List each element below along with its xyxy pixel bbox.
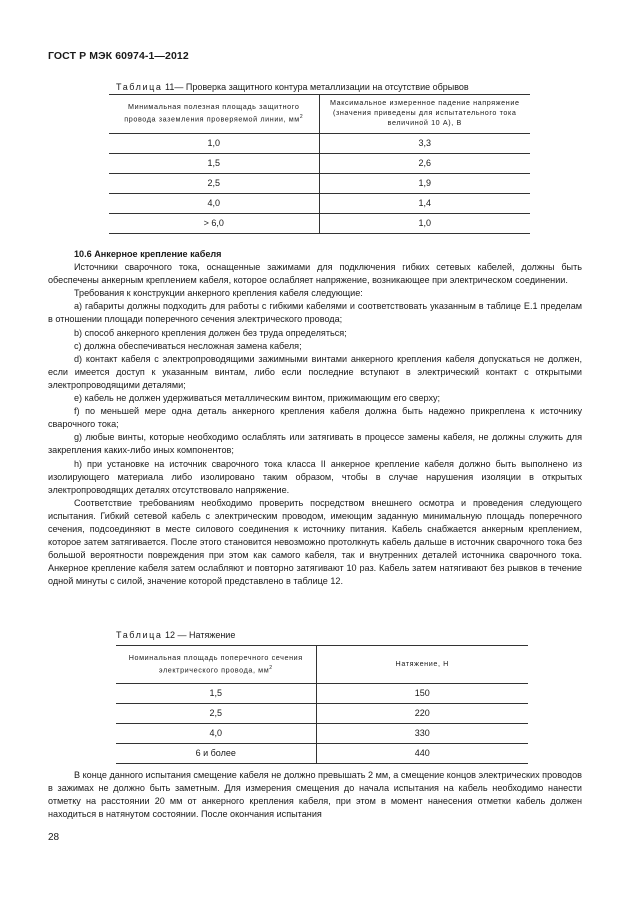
table-12-caption-text: 12 — Натяжение bbox=[162, 630, 236, 640]
table-11-header-area bbox=[109, 95, 319, 134]
table-cell: 1,0 bbox=[109, 133, 319, 153]
table-12-caption bbox=[116, 630, 235, 640]
table-11-header-area-text: Минимальная полезная площадь защитного провода заземления проверяемой линии, мм bbox=[124, 101, 300, 124]
paragraph: В конце данного испытания смещение кабеля не должно превышать 2 мм, а смещение концов электрических проводов в зажимах не должно быть заметным. Для измерения смещения до начала испытания на кабель необходимо нанести отметку на расстоянии 20 мм от анкерного крепления кабеля, при этом в момент нанесения отметки кабель должен находиться в натянутом состоянии. После окончания испытания bbox=[48, 770, 582, 820]
table-12-header-force: Натяжение, Н bbox=[316, 646, 528, 684]
table-cell: 2,5 bbox=[109, 173, 319, 193]
table-row bbox=[116, 684, 528, 704]
paragraph: Требования к конструкции анкерного крепления кабеля следующие: bbox=[74, 288, 363, 299]
table-11-header-area-sup: 2 bbox=[299, 114, 304, 121]
table-row bbox=[116, 744, 528, 764]
table-cell: 3,3 bbox=[319, 133, 530, 153]
table-cell: 330 bbox=[316, 724, 528, 744]
table-cell: 1,9 bbox=[319, 173, 530, 193]
list-item-d: d) контакт кабеля с электропроводящими зажимными винтами анкерного крепления кабеля допускаться не должен, если имеется доступ к указанным винтам, либо если последние вступают в электрический контакт с открытыми электропроводящими деталями; bbox=[48, 353, 582, 390]
table-11-caption-word: Таблица bbox=[116, 82, 163, 92]
paragraph: Соответствие требованиям необходимо проверить посредством внешнего осмотра и проведения следующего испытания. Гибкий сетевой кабель с электрическим проводом, имеющим заданную минимальную площадь поперечного сечения, подсоединяют в месте силового соединения к источнику питания. Кабель снабжается анкерным креплением, которое затем затягивается. После этого становится невозможно протолкнуть кабель дальше в источник сварочного тока без большой вероятности повреждения при этом как самого кабеля, так и внутренних деталей источника сварочного тока. Анкерное крепление кабеля затем ослабляют и повторно затягивают 10 раз. Кабель затем натягивают без рывков в течение одной минуты с силой, значение которой представлено в таблице 12. bbox=[48, 497, 582, 587]
table-cell: 1,5 bbox=[109, 153, 319, 173]
table-12-header-area-sup: 2 bbox=[269, 664, 273, 671]
table-cell: 440 bbox=[316, 744, 528, 764]
table-cell: 1,0 bbox=[319, 213, 530, 233]
list-item-h: h) при установке на источник сварочного тока класса II анкерное крепление кабеля должно быть выполнено из изолирующего материала либо изолировано таким образом, чтобы в случае нарушения изоляции в открытых электропроводящих деталях отсутствовало напряжение. bbox=[48, 458, 582, 495]
list-item-a: а) габариты должны подходить для работы с гибкими кабелями и соответствовать указанным в таблице Е.1 пределам в отношении площади поперечного сечения электрического провода; bbox=[48, 301, 582, 325]
table-cell: 6 и более bbox=[116, 744, 316, 764]
closing-paragraph-block bbox=[48, 769, 582, 821]
table-12-header-area-text: Номинальная площадь поперечного сечения электрического провода, мм bbox=[128, 652, 303, 675]
list-item-e: e) кабель не должен удерживаться металлическим винтом, прижимающим его сверху; bbox=[74, 393, 441, 404]
list-item-c: c) должна обеспечиваться несложная замена кабеля; bbox=[74, 340, 302, 351]
table-cell: 4,0 bbox=[109, 193, 319, 213]
list-item-g: g) любые винты, которые необходимо ослаблять или затягивать в процессе замены кабеля, не должны служить для закрепления каких-либо иных компонентов; bbox=[48, 432, 582, 456]
table-cell: > 6,0 bbox=[109, 213, 319, 233]
table-cell: 150 bbox=[316, 684, 528, 704]
table-11-header-voltage: Максимальное измеренное падение напряжение (значения приведены для испытательного тока величиной 10 А), В bbox=[319, 95, 530, 134]
table-cell: 1,4 bbox=[319, 193, 530, 213]
list-item-b: b) способ анкерного крепления должен без труда определяться; bbox=[74, 327, 347, 338]
table-row bbox=[109, 133, 530, 153]
paragraph: Источники сварочного тока, оснащенные зажимами для подключения гибких сетевых кабелей, должны быть обеспечены анкерным креплением кабеля, которое ослабляет напряжение, возникающее при электрическом соединении. bbox=[48, 262, 582, 286]
section-heading: 10.6 Анкерное крепление кабеля bbox=[74, 249, 222, 259]
table-cell: 4,0 bbox=[116, 724, 316, 744]
table-row bbox=[116, 704, 528, 724]
table-11-caption-text: 11— Проверка защитного контура металлизации на отсутствие обрывов bbox=[162, 82, 469, 92]
running-header: ГОСТ Р МЭК 60974-1—2012 bbox=[48, 50, 189, 62]
table-row bbox=[109, 153, 530, 173]
table-row bbox=[109, 213, 530, 233]
page-number: 28 bbox=[48, 832, 60, 843]
table-cell: 220 bbox=[316, 704, 528, 724]
table-row bbox=[116, 724, 528, 744]
table-12-caption-word: Таблица bbox=[116, 630, 163, 640]
section-10-6 bbox=[48, 248, 582, 588]
table-cell: 2,5 bbox=[116, 704, 316, 724]
table-11 bbox=[109, 94, 530, 234]
table-cell: 2,6 bbox=[319, 153, 530, 173]
table-12 bbox=[116, 645, 528, 764]
table-12-header-area bbox=[116, 646, 316, 684]
table-row bbox=[109, 173, 530, 193]
table-cell: 1,5 bbox=[116, 684, 316, 704]
list-item-f: f) по меньшей мере одна деталь анкерного крепления кабеля должна быть надежно прикреплена к источнику сварочного тока; bbox=[48, 406, 582, 430]
table-row bbox=[109, 193, 530, 213]
table-11-caption bbox=[116, 82, 469, 92]
